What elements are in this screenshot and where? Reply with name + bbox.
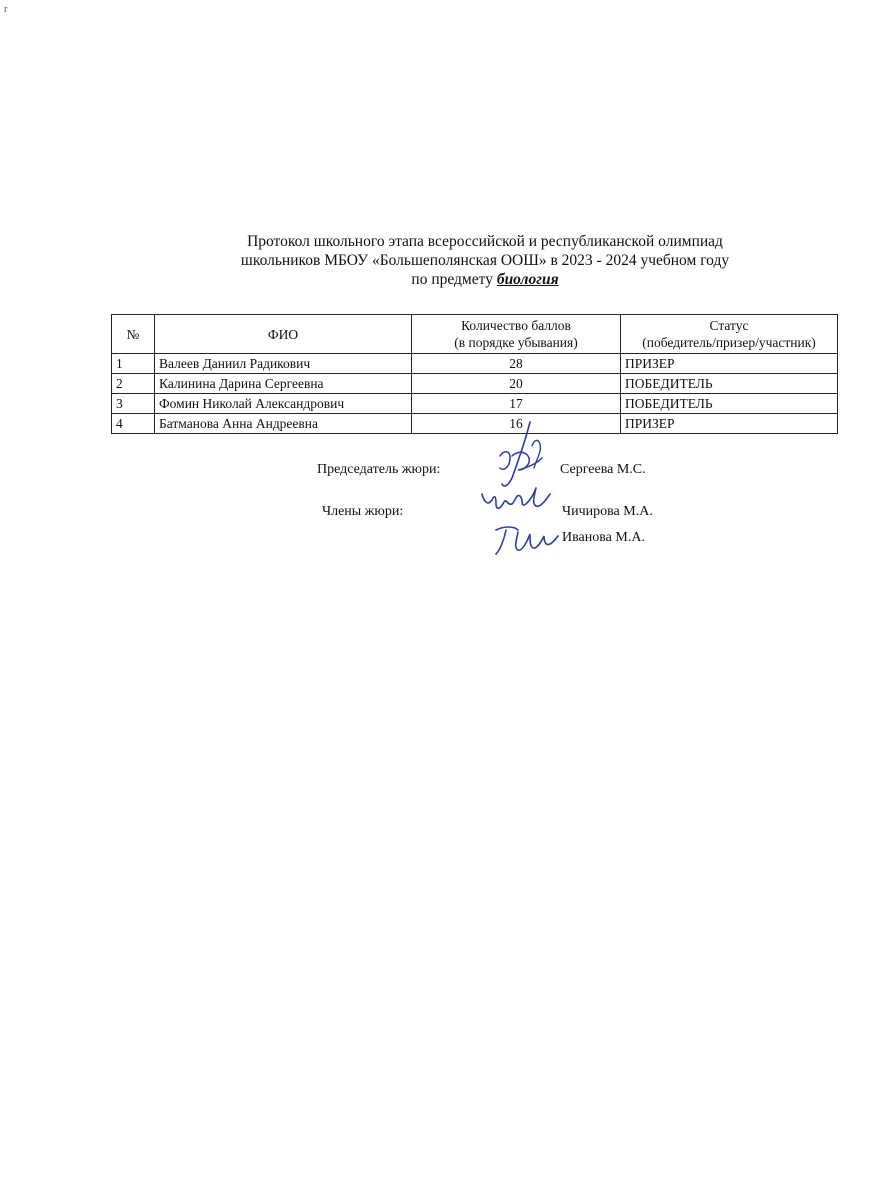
results-table — [111, 314, 838, 434]
header-score-line1: Количество баллов — [461, 318, 571, 333]
table-row — [112, 354, 838, 374]
member-2-name: Иванова М.А. — [562, 530, 645, 545]
row-num: 2 — [112, 374, 155, 394]
heading-line-1: Протокол школьного этапа всероссийской и республиканской олимпиад — [247, 233, 723, 250]
header-name: ФИО — [155, 315, 412, 354]
header-status — [621, 315, 838, 354]
chair-label: Председатель жюри: — [317, 462, 441, 477]
row-score: 20 — [412, 374, 621, 394]
row-score: 16 — [412, 414, 621, 434]
heading-line-2: школьников МБОУ «Большеполянская ООШ» в 2023 - 2024 учебном году — [240, 252, 730, 269]
row-status: ПРИЗЕР — [621, 354, 838, 374]
row-name: Батманова Анна Андреевна — [155, 414, 412, 434]
row-num: 4 — [112, 414, 155, 434]
member-1-name: Чичирова М.А. — [562, 504, 653, 519]
row-num: 1 — [112, 354, 155, 374]
row-name: Фомин Николай Александрович — [155, 394, 412, 414]
table-row — [112, 414, 838, 434]
protocol-heading — [150, 232, 820, 289]
table-row — [112, 394, 838, 414]
row-name: Валеев Даниил Радикович — [155, 354, 412, 374]
header-status-line2: (победитель/призер/участник) — [642, 335, 816, 350]
scan-corner-mark: r — [4, 4, 8, 15]
heading-line-3-prefix: по предмету — [411, 271, 497, 288]
row-score: 17 — [412, 394, 621, 414]
header-status-line1: Статус — [709, 318, 749, 333]
table-row — [112, 374, 838, 394]
chair-name: Сергеева М.С. — [560, 462, 646, 477]
member-1-signature — [476, 484, 556, 524]
subject-name: биология — [496, 271, 559, 288]
row-status: ПОБЕДИТЕЛЬ — [621, 394, 838, 414]
row-num: 3 — [112, 394, 155, 414]
table-header-row — [112, 315, 838, 354]
row-name: Калинина Дарина Сергеевна — [155, 374, 412, 394]
row-status: ПРИЗЕР — [621, 414, 838, 434]
row-score: 28 — [412, 354, 621, 374]
member-2-signature — [488, 522, 560, 562]
header-score — [412, 315, 621, 354]
row-status: ПОБЕДИТЕЛЬ — [621, 374, 838, 394]
members-label: Члены жюри: — [322, 504, 404, 519]
heading-line-3 — [150, 270, 820, 289]
header-score-line2: (в порядке убывания) — [454, 335, 578, 350]
header-num: № — [112, 315, 155, 354]
